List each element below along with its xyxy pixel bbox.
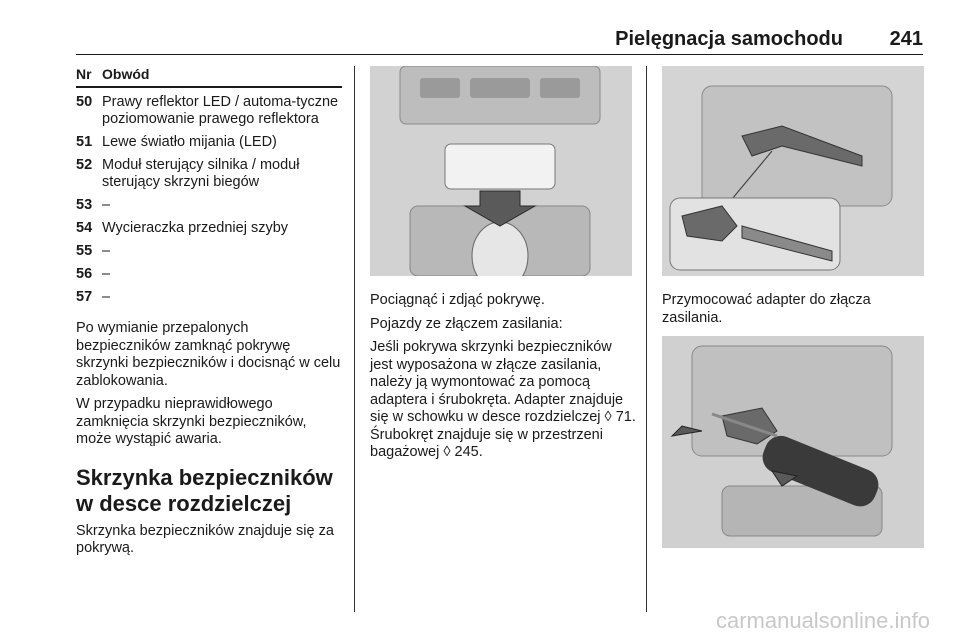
row-desc: – — [102, 243, 111, 259]
table-row — [76, 220, 342, 237]
page-number: 241 — [889, 28, 923, 50]
column-left — [76, 66, 342, 564]
adapter-connector-illustration — [662, 66, 924, 276]
paragraph: Pociągnąć i zdjąć pokrywę. — [370, 292, 545, 308]
column-right — [662, 292, 930, 333]
header-title: Pielęgnacja samochodu — [615, 28, 843, 50]
watermark: carmanualsonline.info — [715, 608, 930, 633]
row-desc: – — [102, 266, 111, 282]
paragraph: Po wymianie przepalonych bezpieczników zamknąć pokrywę skrzynki bezpieczników i docisnąć w celu zablokowania. — [76, 320, 341, 389]
row-desc: Moduł sterujący silnika / moduł sterujący skrzyni biegów — [102, 157, 300, 190]
screwdriver-illustration — [662, 336, 924, 548]
paragraph: Przymocować adapter do złącza zasilania. — [662, 292, 871, 326]
col-header-nr: Nr — [76, 66, 92, 82]
row-desc: Prawy reflektor LED / automa-tyczne poziomowanie prawego reflektora — [102, 94, 339, 127]
row-nr: 50 — [76, 94, 93, 110]
table-row — [76, 266, 342, 283]
figure-screwdriver — [662, 336, 924, 548]
figure-console-cover — [370, 66, 632, 276]
page-header — [76, 28, 923, 55]
paragraph: Jeśli pokrywa skrzynki bezpieczników jest wyposażona w złącze zasilania, należy ją wymontować za pomocą adaptera i śrubokręta. Adapter znajduje się w schowku w desce rozdzielczej ◊ 71. Śrubokręt znajduje się w przestrzeni bagażowej ◊ 245. — [370, 339, 636, 460]
section-title: Skrzynka bezpieczników w desce rozdzielczej — [76, 464, 333, 516]
table-row — [76, 289, 342, 306]
figure-adapter-connector — [662, 66, 924, 276]
col-header-circuit: Obwód — [102, 66, 150, 82]
column-divider — [646, 66, 647, 612]
table-row — [76, 157, 342, 191]
paragraph: Pojazdy ze złączem zasilania: — [370, 315, 563, 332]
row-nr: 55 — [76, 243, 93, 259]
row-nr: 51 — [76, 134, 93, 150]
row-nr: 53 — [76, 197, 93, 213]
paragraph: Skrzynka bezpieczników znajduje się za pokrywą. — [76, 522, 334, 556]
paragraph: W przypadku nieprawidłowego zamknięcia skrzynki bezpieczników, może wystąpić awaria. — [76, 396, 307, 447]
table-row — [76, 197, 342, 214]
row-desc: – — [102, 289, 111, 305]
row-nr: 56 — [76, 266, 93, 282]
row-nr: 54 — [76, 220, 93, 236]
table-header — [76, 66, 342, 88]
row-desc: Wycieraczka przedniej szyby — [102, 220, 289, 236]
row-desc: Lewe światło mijania (LED) — [102, 134, 277, 150]
table-row — [76, 94, 342, 128]
table-row — [76, 243, 342, 260]
row-nr: 52 — [76, 157, 93, 173]
row-desc: – — [102, 197, 111, 213]
row-nr: 57 — [76, 289, 93, 305]
column-divider — [354, 66, 355, 612]
console-cover-illustration — [370, 66, 632, 276]
table-row — [76, 134, 342, 151]
column-middle — [370, 292, 638, 468]
